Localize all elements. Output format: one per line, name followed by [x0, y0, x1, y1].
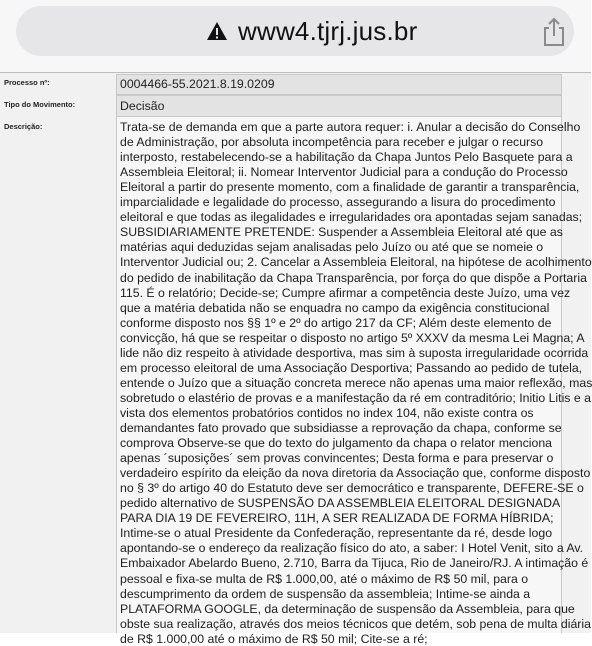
descricao-label: Descrição: [4, 122, 43, 131]
descricao-line: conforme disposto nos §§ 1º e 2º do artigo 217 da CF; Além deste elemento de [120, 315, 552, 330]
descricao-line: Interventor Judicial ou; 2. Cancelar a Assembleia Eleitoral, na hipótese de acolhimento [120, 255, 592, 270]
descricao-line: entende o Juízo que a situação concreta merece não apenas uma maior reflexão, mas [120, 375, 592, 390]
descricao-line: verdadeiro espírito da eleição da nova diretoria da Associação que, conforme disposto [120, 466, 591, 481]
descricao-line: comprova Observe-se que do texto do julgamento da chapa o relator menciona [120, 436, 553, 451]
descricao-line: pedido alternativo de SUSPENSÃO DA ASSEMBLEIA ELEITORAL DESIGNADA [120, 496, 561, 511]
descricao-line: de Administração, por absoluta incompetência para receber e julgar o recurso [120, 135, 544, 150]
descricao-line: Assembleia Eleitoral; ii. Nomear Interventor Judicial para a condução do Processo [120, 165, 568, 180]
descricao-line: Intime-se o atual Presidente da Confederação, representante da ré, desde logo [120, 526, 553, 541]
descricao-line: pessoal e fixa-se multa de R$ 1.000,00, até o máximo de R$ 50 mil, para o [120, 571, 529, 586]
descricao-line: matérias aqui deduzidas sejam analisadas pelo Juízo ou até que se nomeie o [120, 240, 544, 255]
descricao-line: apenas ´suposições´ sem provas convincentes; Desta forma e para preservar o [120, 451, 554, 466]
url-text: www4.tjrj.jus.br [238, 15, 418, 46]
url-display[interactable] [206, 6, 417, 56]
address-bar[interactable] [16, 6, 574, 56]
processo-row [0, 73, 591, 95]
tipo-value: Decisão [120, 99, 165, 113]
descricao-line: Embaixador Abelardo Bueno, 2.710, Barra da Tijuca, Rio de Janeiro/RJ. A intimação é [120, 556, 589, 571]
descricao-line: de R$ 1.000,00 até o máximo de R$ 50 mil; Cite-se a ré; [120, 631, 428, 646]
descricao-text [116, 117, 592, 646]
descricao-line: que a matéria debatida não se enquadra no campo da exigência constitucional [120, 300, 550, 315]
descricao-line: PLATAFORMA GOOGLE, da determinação de suspensão da Assembleia, para que [120, 601, 575, 616]
tipo-row [0, 95, 591, 117]
descricao-line: SUBSIDIARIAMENTE PRETENDE: Suspender a Assembleia Eleitoral até que as [120, 225, 563, 240]
descricao-line: do pedido de inabilitação da Chapa Transparência, por força do que dispõe a Portaria [120, 270, 587, 285]
descricao-line: apontando-se o endereço da realização físico do ato, a saber: I Hotel Venit, sito a Av. [120, 541, 584, 556]
descricao-line: imparcialidade e legalidade do processo, assegurando a lisura do procedimento [120, 195, 556, 210]
share-icon[interactable] [540, 17, 568, 47]
browser-toolbar [0, 0, 591, 72]
descricao-line: PARA DIA 19 DE FEVEREIRO, 11H, A SER REALIZADA DE FORMA HÍBRIDA; [120, 511, 554, 526]
tipo-label: Tipo do Movimento: [4, 100, 76, 109]
descricao-line: no § 3º do artigo 40 do Estatuto deve ser democrático e transparente, DEFERE-SE o [120, 481, 584, 496]
processo-cell [116, 74, 562, 95]
descricao-line: vista dos elementos probatórios contidos no index 104, não existe contra os [120, 405, 534, 420]
descricao-line: convicção, há que se respeitar o disposto no artigo 5º XXXV da mesma Lei Magna; A [120, 330, 585, 345]
descricao-line: demandantes fato provado que subsidiasse a reprovação da chapa, conforme se [120, 421, 562, 435]
descricao-line: sobretudo o elastério de provas e a manifestação da ré em contraditório; Initio Litis e a [120, 390, 591, 405]
tipo-cell [116, 95, 562, 117]
descricao-line: obste sua realização, através dos meios técnicos que detém, sob pena de multa diária [120, 616, 591, 631]
descricao-line: eleitoral e que todas as ilegalidades e irregularidades ora apontadas sejam sanadas; [120, 210, 583, 225]
descricao-line: 115. É o relatório; Decide-se; Cumpre afirmar a competência deste Juízo, uma vez [120, 285, 571, 300]
descricao-line: interposto, restabelecendo-se a habilitação da Chapa Juntos Pelo Basquete para a [120, 150, 573, 165]
processo-label: Processo nº: [4, 78, 50, 87]
descricao-line: em processo eleitoral de uma Associação Desportiva; Passando ao pedido de tutela, [120, 360, 583, 375]
warning-triangle-icon [206, 21, 228, 41]
descricao-line: lide não diz respeito à atividade desportiva, mas sim à suposta irregularidade ocorrida [120, 345, 589, 360]
descricao-line: descumprimento da ordem de suspensão da assembleia; Intime-se ainda a [120, 586, 531, 601]
processo-number: 0004466-55.2021.8.19.0209 [120, 77, 275, 91]
descricao-line: Trata-se de demanda em que a parte autora requer: i. Anular a decisão do Conselho [120, 120, 581, 134]
process-details-table [0, 72, 592, 646]
descricao-line: Eleitoral a partir do presente momento, com a finalidade de garantir a transparência, [120, 180, 580, 195]
